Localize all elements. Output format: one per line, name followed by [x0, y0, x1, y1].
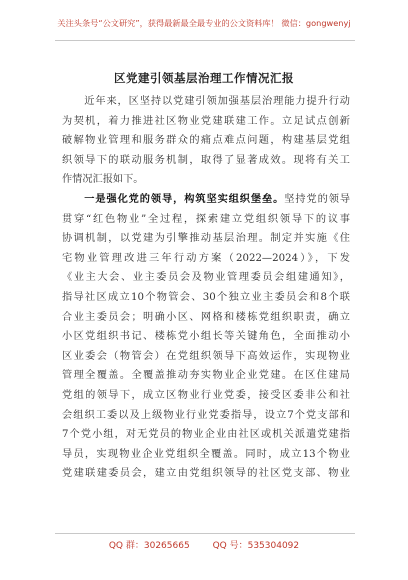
body-line: 贯穿“红色物业”全过程，探索建立党组织领导下的议事	[62, 213, 350, 225]
body-line: 破解物业管理和服务群众的痛点难点问题，构建基层党组	[62, 135, 350, 147]
body-line: 织领导下的联动服务机制，取得了显著成效。现将有关工	[62, 154, 350, 166]
section1-heading: 一是强化党的领导，构筑坚实组织堡垒。	[84, 192, 285, 205]
body-line: 《业主大会、业主委员会及物业管理委员会组建通知》，	[62, 272, 350, 284]
body-line: 导员，实现物业企业党组织全覆盖。同时，成立13个物业	[62, 448, 350, 460]
body-line: 近年来，区坚持以党建引领加强基层治理能力提升行动	[62, 96, 350, 107]
footer-qq-group: QQ 群：30265665	[108, 541, 190, 551]
footer-divider	[55, 533, 355, 534]
body-line: 党建联建委员会，建立由党组织领导的社区党支部、物业	[62, 468, 350, 480]
document-title: 区党建引领基层治理工作情况汇报	[114, 71, 294, 85]
body-line: 会组织工委以及上级物业行业党委指导，设立7个党支部和	[62, 409, 350, 421]
body-line: 为契机，着力推进社区物业党建联建工作。立足试点创新	[62, 115, 350, 127]
header-banner: 关注头条号“公文研究”，获得最新最全最专业的公文资料库！ 微信：gongwenyj	[57, 18, 351, 28]
body-line: 宅物业管理改进三年行动方案（2022—2024）》，下发	[62, 252, 350, 264]
body-line: 小区党组织书记、楼栋党小组长等关键角色，全面推动小	[62, 331, 350, 343]
section1-heading-line	[62, 190, 350, 210]
footer-qq-number: QQ 号：535304092	[212, 541, 300, 551]
section1-heading-tail: 坚持党的领导	[284, 193, 350, 205]
body-line: 7个党小组，对无党员的物业企业由社区或机关派遣党建指	[62, 429, 350, 441]
body-line: 指导社区成立10个物管会、30个独立业主委员会和8个联	[62, 291, 350, 303]
body-line: 协调机制，以党建为引擎推动基层治理。制定并实施《住	[62, 233, 350, 245]
header-divider	[55, 40, 355, 41]
body-line: 党组的领导下，成立区物业行业党委，接受区委非公和社	[62, 389, 350, 401]
body-line: 管理全覆盖。全覆盖推动夯实物业企业党建。在区住建局	[62, 370, 350, 382]
footer-contact	[0, 538, 408, 551]
document-body	[62, 92, 350, 484]
body-line: 作情况汇报如下。	[62, 174, 144, 186]
body-line: 合业主委员会；明确小区、网格和楼栋党组织职责，确立	[62, 311, 350, 323]
body-line: 区业委会（物管会）在党组织领导下高效运作，实现物业	[62, 350, 350, 362]
